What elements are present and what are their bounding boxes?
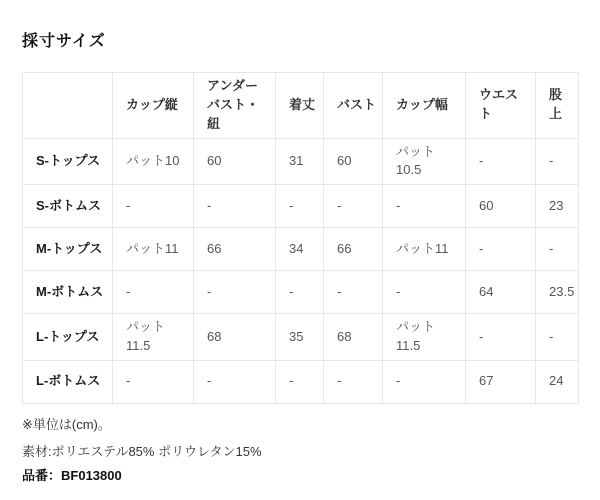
cell: - xyxy=(466,228,536,271)
table-row xyxy=(23,138,579,185)
column-header: カップ縦 xyxy=(113,73,194,139)
column-header: ウエスト xyxy=(466,73,536,139)
cell: 23 xyxy=(536,185,579,228)
size-table xyxy=(22,72,579,404)
header-row xyxy=(23,73,579,139)
cell: 68 xyxy=(324,314,383,361)
cell: - xyxy=(466,314,536,361)
cell: - xyxy=(194,185,276,228)
cell: - xyxy=(276,360,324,403)
table-row xyxy=(23,185,579,228)
column-header: バスト xyxy=(324,73,383,139)
cell: パット11 xyxy=(383,228,466,271)
cell: 60 xyxy=(194,138,276,185)
unit-note: ※単位は(cm)。 xyxy=(22,416,111,432)
table-row xyxy=(23,271,579,314)
row-label: L-トップス xyxy=(23,314,113,361)
row-label: S-ボトムス xyxy=(23,185,113,228)
cell: 23.5 xyxy=(536,271,579,314)
cell: - xyxy=(536,314,579,361)
cell: - xyxy=(324,271,383,314)
cell: - xyxy=(536,228,579,271)
cell: 35 xyxy=(276,314,324,361)
cell: - xyxy=(466,138,536,185)
footnotes xyxy=(22,417,578,484)
cell: 68 xyxy=(194,314,276,361)
cell: 31 xyxy=(276,138,324,185)
cell: - xyxy=(383,360,466,403)
column-header: カップ幅 xyxy=(383,73,466,139)
cell: パット11.5 xyxy=(383,314,466,361)
cell: パット11 xyxy=(113,228,194,271)
size-table-body xyxy=(23,138,579,403)
cell: - xyxy=(383,185,466,228)
cell: パット11.5 xyxy=(113,314,194,361)
cell: - xyxy=(194,271,276,314)
row-label: L-ボトムス xyxy=(23,360,113,403)
cell: 64 xyxy=(466,271,536,314)
row-label: M-トップス xyxy=(23,228,113,271)
column-header: アンダーバスト・紐 xyxy=(194,73,276,139)
table-row xyxy=(23,314,579,361)
cell: - xyxy=(324,360,383,403)
row-label: S-トップス xyxy=(23,138,113,185)
cell: - xyxy=(276,185,324,228)
cell: 66 xyxy=(194,228,276,271)
page-title: 採寸サイズ xyxy=(22,33,106,50)
cell: - xyxy=(276,271,324,314)
cell: 34 xyxy=(276,228,324,271)
column-header: 股上 xyxy=(536,73,579,139)
cell: - xyxy=(113,185,194,228)
cell: - xyxy=(194,360,276,403)
corner-cell xyxy=(23,73,113,139)
cell: 60 xyxy=(466,185,536,228)
cell: - xyxy=(536,138,579,185)
cell: - xyxy=(113,360,194,403)
cell: - xyxy=(324,185,383,228)
cell: 66 xyxy=(324,228,383,271)
cell: 60 xyxy=(324,138,383,185)
table-row xyxy=(23,360,579,403)
table-row xyxy=(23,228,579,271)
item-number-label: 品番： xyxy=(22,467,62,483)
material-note: 素材:ポリエステル85% ポリウレタン15% xyxy=(22,443,262,459)
row-label: M-ボトムス xyxy=(23,271,113,314)
cell: パット10 xyxy=(113,138,194,185)
cell: 24 xyxy=(536,360,579,403)
cell: パット10.5 xyxy=(383,138,466,185)
item-number xyxy=(22,468,578,484)
column-header: 着丈 xyxy=(276,73,324,139)
cell: - xyxy=(383,271,466,314)
cell: - xyxy=(113,271,194,314)
item-number-value: BF013800 xyxy=(61,467,122,483)
cell: 67 xyxy=(466,360,536,403)
